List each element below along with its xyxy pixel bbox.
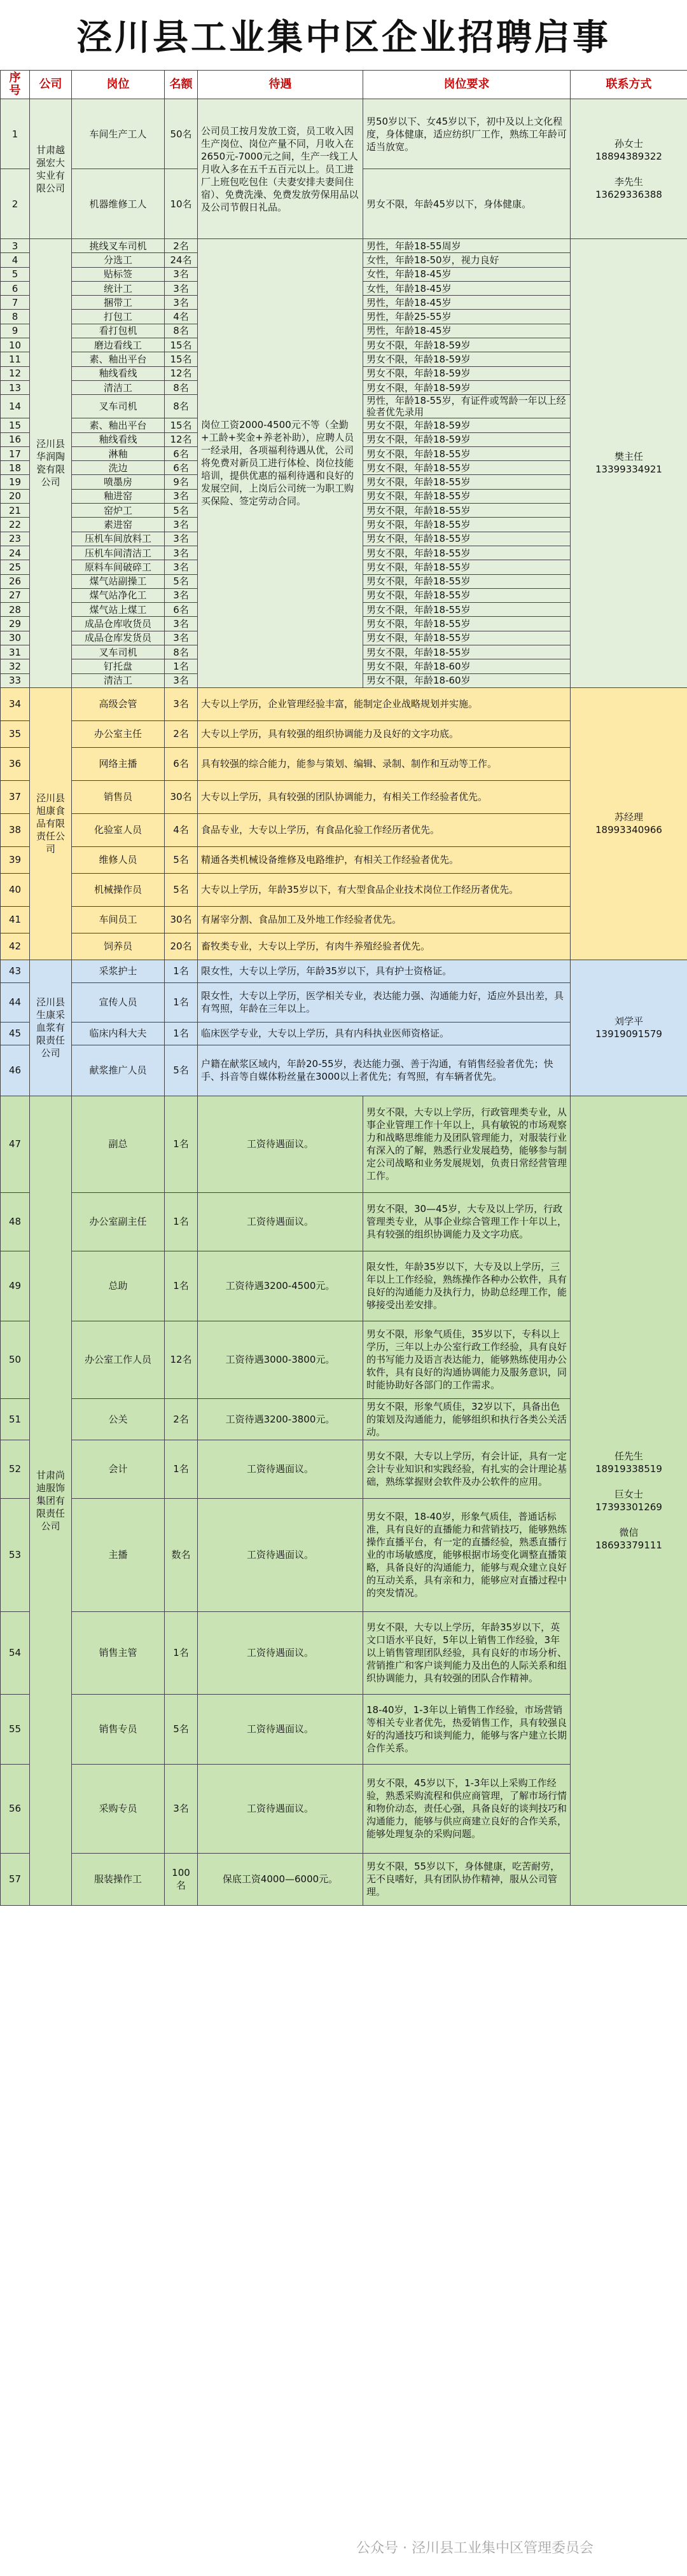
row-number: 17 — [1, 446, 30, 460]
job-requirements: 男女不限，年龄18-55岁 — [363, 631, 571, 645]
position-name: 销售员 — [72, 780, 165, 813]
salary-info: 工资待遇3000-3800元。 — [198, 1321, 363, 1398]
row-number: 47 — [1, 1096, 30, 1192]
job-requirements: 精通各类机械设备维修及电路维护，有相关工作经验者优先。 — [198, 846, 571, 873]
position-name: 主播 — [72, 1498, 165, 1611]
job-requirements: 男女不限，形象气质佳，32岁以下，具备出色的策划及沟通能力，能够组织和执行各类公关活动。 — [363, 1398, 571, 1440]
contact-info: 任先生 18919338519 巨女士 17393301269 微信 18693379111 — [571, 1096, 687, 1905]
job-requirements: 男女不限，45岁以下，1-3年以上采购工作经验，熟悉采购流程和供应商管理，了解市场行情和物价动态，责任心强，具备良好的谈判技巧和沟通能力，能够与供应商建立良好的合作关系，能够处理复杂的采购问题。 — [363, 1764, 571, 1853]
quota: 50名 — [165, 99, 198, 169]
quota: 3名 — [165, 687, 198, 720]
quota: 9名 — [165, 475, 198, 489]
job-requirements: 具有较强的综合能力，能参与策划、编辑、录制、制作和互动等工作。 — [198, 747, 571, 780]
job-requirements: 男女不限，年龄18-55岁 — [363, 446, 571, 460]
row-number: 51 — [1, 1398, 30, 1440]
job-requirements: 男性，年龄18-55周岁 — [363, 239, 571, 253]
quota: 3名 — [165, 296, 198, 310]
job-requirements: 男性，年龄18-55岁，有证件或驾龄一年以上经验者优先录用 — [363, 395, 571, 418]
job-requirements: 限女性，大专以上学历，医学相关专业，表达能力强、沟通能力好，适应外县出差，具有驾照，年龄在三年以上。 — [198, 982, 571, 1022]
row-number: 19 — [1, 475, 30, 489]
job-requirements: 18-40岁，1-3年以上销售工作经验，市场营销等相关专业者优先，热爱销售工作，具有较强良好的沟通技巧和谈判能力，能够与客户建立长期合作关系。 — [363, 1694, 571, 1764]
row-number: 3 — [1, 239, 30, 253]
row-number: 25 — [1, 560, 30, 574]
position-name: 钉托盘 — [72, 659, 165, 673]
job-requirements: 男女不限，年龄18-55岁 — [363, 504, 571, 518]
quota: 15名 — [165, 418, 198, 432]
quota: 12名 — [165, 432, 198, 446]
quota: 24名 — [165, 253, 198, 267]
quota: 5名 — [165, 504, 198, 518]
quota: 6名 — [165, 446, 198, 460]
position-name: 成品仓库发货员 — [72, 631, 165, 645]
position-name: 临床内科大夫 — [72, 1022, 165, 1045]
quota: 1名 — [165, 659, 198, 673]
job-requirements: 临床医学专业，大专以上学历，具有内科执业医师资格证。 — [198, 1022, 571, 1045]
row-number: 35 — [1, 720, 30, 747]
row-number: 16 — [1, 432, 30, 446]
job-requirements: 男女不限，年龄18-55岁 — [363, 532, 571, 546]
row-number: 43 — [1, 960, 30, 982]
position-name: 公关 — [72, 1398, 165, 1440]
quota: 3名 — [165, 631, 198, 645]
header-quota: 名额 — [165, 71, 198, 99]
position-name: 打包工 — [72, 310, 165, 324]
quota: 100名 — [165, 1853, 198, 1905]
quota: 30名 — [165, 780, 198, 813]
salary-info: 工资待遇面议。 — [198, 1440, 363, 1498]
quota: 1名 — [165, 1192, 198, 1251]
quota: 1名 — [165, 960, 198, 982]
row-number: 8 — [1, 310, 30, 324]
contact-info: 苏经理 18993340966 — [571, 687, 687, 960]
quota: 5名 — [165, 873, 198, 906]
table-row — [1, 239, 687, 253]
position-name: 总助 — [72, 1251, 165, 1321]
salary-info: 保底工资4000—6000元。 — [198, 1853, 363, 1905]
row-number: 38 — [1, 813, 30, 846]
company-name: 甘肃越强宏大实业有限公司 — [30, 99, 72, 239]
salary-info: 工资待遇面议。 — [198, 1192, 363, 1251]
row-number: 53 — [1, 1498, 30, 1611]
header-no: 序号 — [1, 71, 30, 99]
position-name: 饲养员 — [72, 933, 165, 960]
row-number: 56 — [1, 1764, 30, 1853]
row-number: 30 — [1, 631, 30, 645]
position-name: 统计工 — [72, 281, 165, 295]
row-number: 13 — [1, 380, 30, 394]
quota: 10名 — [165, 169, 198, 239]
position-name: 会计 — [72, 1440, 165, 1498]
job-requirements: 女性，年龄18-50岁，视力良好 — [363, 253, 571, 267]
row-number: 6 — [1, 281, 30, 295]
job-requirements: 男性，年龄18-45岁 — [363, 324, 571, 338]
quota: 3名 — [165, 532, 198, 546]
position-name: 素、釉出平台 — [72, 418, 165, 432]
job-requirements: 户籍在献浆区域内，年龄20-55岁，表达能力强、善于沟通，有销售经验者优先；快手、抖音等自媒体粉丝量在3000以上者优先；有驾照，有车辆者优先。 — [198, 1045, 571, 1096]
header-requirements: 岗位要求 — [363, 71, 571, 99]
row-number: 37 — [1, 780, 30, 813]
position-name: 销售主管 — [72, 1611, 165, 1694]
quota: 3名 — [165, 546, 198, 560]
position-name: 压机车间清洁工 — [72, 546, 165, 560]
quota: 1名 — [165, 1611, 198, 1694]
quota: 3名 — [165, 588, 198, 602]
job-requirements: 大专以上学历，具有较强的组织协调能力及良好的文字功底。 — [198, 720, 571, 747]
quota: 3名 — [165, 489, 198, 503]
position-name: 维修人员 — [72, 846, 165, 873]
position-name: 高级会管 — [72, 687, 165, 720]
row-number: 31 — [1, 645, 30, 659]
job-requirements: 男女不限，年龄18-59岁 — [363, 352, 571, 366]
quota: 5名 — [165, 846, 198, 873]
quota: 20名 — [165, 933, 198, 960]
salary-info: 工资待遇面议。 — [198, 1694, 363, 1764]
quota: 12名 — [165, 1321, 198, 1398]
job-requirements: 女性，年龄18-45岁 — [363, 281, 571, 295]
job-requirements: 男50岁以下、女45岁以下，初中及以上文化程度，身体健康，适应纺织厂工作，熟练工年龄可适当放宽。 — [363, 99, 571, 169]
row-number: 7 — [1, 296, 30, 310]
table-row — [1, 960, 687, 982]
row-number: 5 — [1, 267, 30, 281]
row-number: 48 — [1, 1192, 30, 1251]
quota: 2名 — [165, 1398, 198, 1440]
job-requirements: 男女不限，形象气质佳，35岁以下，专科以上学历，三年以上办公室行政工作经验，具有良好的书写能力及语言表达能力，能够熟练使用办公软件，具有良好的沟通协调能力及服务意识，同时能协助好各部门的工作需求。 — [363, 1321, 571, 1398]
row-number: 27 — [1, 588, 30, 602]
quota: 8名 — [165, 324, 198, 338]
job-requirements: 男女不限，大专以上学历，有会计证，具有一定会计专业知识和实践经验，有扎实的会计理论基础，熟练掌握财会软件及办公软件的应用。 — [363, 1440, 571, 1498]
job-requirements: 男女不限，年龄18-55岁 — [363, 603, 571, 617]
quota: 3名 — [165, 518, 198, 532]
position-name: 叉车司机 — [72, 395, 165, 418]
quota: 12名 — [165, 366, 198, 380]
row-number: 34 — [1, 687, 30, 720]
row-number: 33 — [1, 673, 30, 687]
quota: 1名 — [165, 1096, 198, 1192]
header-salary: 待遇 — [198, 71, 363, 99]
quota: 3名 — [165, 673, 198, 687]
job-requirements: 男女不限，大专以上学历，行政管理类专业，从事企业管理工作十年以上，具有敏锐的市场观察力和战略思维能力及团队管理能力，对服装行业有深入的了解，熟悉行业发展趋势，能够参与制定公司战略和业务发展规划，负责日常经营管理工作。 — [363, 1096, 571, 1192]
quota: 8名 — [165, 645, 198, 659]
table-row — [1, 1096, 687, 1192]
quota: 5名 — [165, 574, 198, 588]
quota: 4名 — [165, 310, 198, 324]
page-title: 泾川县工业集中区企业招聘启事 — [76, 17, 611, 59]
row-number: 45 — [1, 1022, 30, 1045]
row-number: 41 — [1, 906, 30, 933]
position-name: 网络主播 — [72, 747, 165, 780]
header-position: 岗位 — [72, 71, 165, 99]
position-name: 挑线叉车司机 — [72, 239, 165, 253]
row-number: 50 — [1, 1321, 30, 1398]
job-requirements: 男女不限，年龄18-59岁 — [363, 380, 571, 394]
quota: 5名 — [165, 1045, 198, 1096]
job-requirements: 男女不限，年龄18-55岁 — [363, 560, 571, 574]
job-requirements: 有屠宰分割、食品加工及外地工作经验者优先。 — [198, 906, 571, 933]
job-requirements: 男女不限，年龄18-55岁 — [363, 518, 571, 532]
job-requirements: 男女不限，年龄18-60岁 — [363, 673, 571, 687]
job-requirements: 男女不限，年龄18-55岁 — [363, 645, 571, 659]
job-requirements: 男性，年龄18-45岁 — [363, 296, 571, 310]
row-number: 15 — [1, 418, 30, 432]
header-contact: 联系方式 — [571, 71, 687, 99]
salary-info: 工资待遇面议。 — [198, 1096, 363, 1192]
quota: 6名 — [165, 461, 198, 475]
row-number: 28 — [1, 603, 30, 617]
job-requirements: 男女不限，年龄18-55岁 — [363, 546, 571, 560]
company-name: 泾川县华润陶瓷有限公司 — [30, 239, 72, 688]
position-name: 煤气站净化工 — [72, 588, 165, 602]
job-requirements: 男女不限，年龄18-59岁 — [363, 432, 571, 446]
position-name: 办公室工作人员 — [72, 1321, 165, 1398]
position-name: 压机车间放料工 — [72, 532, 165, 546]
job-requirements: 男女不限，年龄18-59岁 — [363, 366, 571, 380]
salary-info: 工资待遇3200-3800元。 — [198, 1398, 363, 1440]
job-requirements: 女性，年龄18-45岁 — [363, 267, 571, 281]
row-number: 10 — [1, 338, 30, 352]
position-name: 煤气站上煤工 — [72, 603, 165, 617]
job-requirements: 男女不限，30—45岁，大专及以上学历，行政管理类专业，从事企业综合管理工作十年以上，具有较强的组织协调能力及文字功底。 — [363, 1192, 571, 1251]
row-number: 14 — [1, 395, 30, 418]
position-name: 釉线看线 — [72, 432, 165, 446]
job-requirements: 男女不限，大专以上学历，年龄35岁以下，英文口语水平良好，5年以上销售工作经验，3年以上销售管理团队经验，具有良好的市场分析、营销推广和客户谈判能力及出色的人际关系和组织协调能力，具有较强的团队合作精神。 — [363, 1611, 571, 1694]
job-requirements: 男女不限，年龄18-55岁 — [363, 617, 571, 631]
company-name: 泾川县旭康食品有限责任公司 — [30, 687, 72, 960]
position-name: 采浆护士 — [72, 960, 165, 982]
quota: 3名 — [165, 560, 198, 574]
position-name: 喷墨房 — [72, 475, 165, 489]
position-name: 机器维修工人 — [72, 169, 165, 239]
row-number: 26 — [1, 574, 30, 588]
quota: 4名 — [165, 813, 198, 846]
contact-info: 孙女士 18894389322 李先生 13629336388 — [571, 99, 687, 239]
row-number: 42 — [1, 933, 30, 960]
job-requirements: 畜牧类专业，大专以上学历，有肉牛养殖经验者优先。 — [198, 933, 571, 960]
quota: 1名 — [165, 1251, 198, 1321]
position-name: 釉线看线 — [72, 366, 165, 380]
position-name: 车间员工 — [72, 906, 165, 933]
position-name: 原料车间破碎工 — [72, 560, 165, 574]
quota: 2名 — [165, 239, 198, 253]
job-requirements: 男女不限，年龄18-55岁 — [363, 489, 571, 503]
quota: 1名 — [165, 1022, 198, 1045]
job-requirements: 男女不限，年龄18-59岁 — [363, 418, 571, 432]
row-number: 12 — [1, 366, 30, 380]
quota: 8名 — [165, 395, 198, 418]
quota: 15名 — [165, 338, 198, 352]
company-name: 泾川县生康采血浆有限责任公司 — [30, 960, 72, 1096]
job-requirements: 男女不限，年龄18-59岁 — [363, 338, 571, 352]
quota: 8名 — [165, 380, 198, 394]
job-requirements: 男女不限，年龄18-60岁 — [363, 659, 571, 673]
position-name: 办公室副主任 — [72, 1192, 165, 1251]
position-name: 清洁工 — [72, 673, 165, 687]
salary-info: 工资待遇面议。 — [198, 1764, 363, 1853]
row-number: 44 — [1, 982, 30, 1022]
position-name: 窑炉工 — [72, 504, 165, 518]
row-number: 29 — [1, 617, 30, 631]
row-number: 23 — [1, 532, 30, 546]
position-name: 淋釉 — [72, 446, 165, 460]
position-name: 副总 — [72, 1096, 165, 1192]
position-name: 煤气站副操工 — [72, 574, 165, 588]
quota: 数名 — [165, 1498, 198, 1611]
job-requirements: 大专以上学历，年龄35岁以下，有大型食品企业技术岗位工作经历者优先。 — [198, 873, 571, 906]
contact-info: 樊主任 13399334921 — [571, 239, 687, 688]
position-name: 分选工 — [72, 253, 165, 267]
position-name: 素、釉出平台 — [72, 352, 165, 366]
quota: 6名 — [165, 603, 198, 617]
job-requirements: 男女不限，年龄45岁以下，身体健康。 — [363, 169, 571, 239]
position-name: 机械操作员 — [72, 873, 165, 906]
job-requirements: 男女不限，年龄18-55岁 — [363, 461, 571, 475]
position-name: 清洁工 — [72, 380, 165, 394]
row-number: 24 — [1, 546, 30, 560]
row-number: 22 — [1, 518, 30, 532]
position-name: 釉进窑 — [72, 489, 165, 503]
position-name: 洗边 — [72, 461, 165, 475]
salary-info: 工资待遇面议。 — [198, 1611, 363, 1694]
header-company: 公司 — [30, 71, 72, 99]
quota: 6名 — [165, 747, 198, 780]
row-number: 9 — [1, 324, 30, 338]
position-name: 叉车司机 — [72, 645, 165, 659]
position-name: 车间生产工人 — [72, 99, 165, 169]
quota: 1名 — [165, 1440, 198, 1498]
quota: 3名 — [165, 267, 198, 281]
quota: 15名 — [165, 352, 198, 366]
position-name: 服装操作工 — [72, 1853, 165, 1905]
row-number: 2 — [1, 169, 30, 239]
job-requirements: 男女不限，年龄18-55岁 — [363, 588, 571, 602]
row-number: 40 — [1, 873, 30, 906]
position-name: 采购专员 — [72, 1764, 165, 1853]
contact-info: 刘学平 13919091579 — [571, 960, 687, 1096]
row-number: 52 — [1, 1440, 30, 1498]
table-row — [1, 99, 687, 169]
quota: 5名 — [165, 1694, 198, 1764]
quota: 3名 — [165, 281, 198, 295]
row-number: 1 — [1, 99, 30, 169]
row-number: 49 — [1, 1251, 30, 1321]
salary-info: 工资待遇3200-4500元。 — [198, 1251, 363, 1321]
row-number: 21 — [1, 504, 30, 518]
watermark: 公众号 · 泾川县工业集中区管理委员会 — [356, 2540, 593, 2556]
position-name: 看打包机 — [72, 324, 165, 338]
job-requirements: 食品专业，大专以上学历，有食品化验工作经历者优先。 — [198, 813, 571, 846]
row-number: 32 — [1, 659, 30, 673]
job-requirements: 男女不限，年龄18-55岁 — [363, 574, 571, 588]
job-requirements: 限女性，大专以上学历，年龄35岁以下，具有护士资格证。 — [198, 960, 571, 982]
row-number: 39 — [1, 846, 30, 873]
row-number: 55 — [1, 1694, 30, 1764]
recruitment-table — [0, 70, 687, 1906]
salary-info: 岗位工资2000-4500元不等（全勤+工龄+奖金+养老补助），应聘人员一经录用，各项福利待遇从优，公司将免费对新员工进行体检、岗位技能培训，提供优惠的福利待遇和良好的发展空间，上岗后公司统一为职工购买保险、签定劳动合同。 — [198, 239, 363, 688]
position-name: 办公室主任 — [72, 720, 165, 747]
quota: 2名 — [165, 720, 198, 747]
salary-info: 工资待遇面议。 — [198, 1498, 363, 1611]
quota: 1名 — [165, 982, 198, 1022]
row-number: 46 — [1, 1045, 30, 1096]
row-number: 11 — [1, 352, 30, 366]
position-name: 捆带工 — [72, 296, 165, 310]
position-name: 化验室人员 — [72, 813, 165, 846]
quota: 3名 — [165, 1764, 198, 1853]
job-requirements: 大专以上学历，企业管理经验丰富，能制定企业战略规划并实施。 — [198, 687, 571, 720]
row-number: 4 — [1, 253, 30, 267]
table-row — [1, 687, 687, 720]
position-name: 磨边看线工 — [72, 338, 165, 352]
job-requirements: 男女不限，55岁以下，身体健康，吃苦耐劳，无不良嗜好，具有团队协作精神，服从公司管理。 — [363, 1853, 571, 1905]
job-requirements: 男女不限，年龄18-55岁 — [363, 475, 571, 489]
job-requirements: 大专以上学历，具有较强的团队协调能力，有相关工作经验者优先。 — [198, 780, 571, 813]
position-name: 销售专员 — [72, 1694, 165, 1764]
job-requirements: 男女不限，18-40岁，形象气质佳，普通话标准，具有良好的直播能力和营销技巧，能够熟练操作直播平台，有一定的直播经验，熟悉直播行业的市场敏感度，能够根据市场变化调整直播策略，具备良好的沟通能力，能够与观众建立良好的互动关系，具有亲和力，能够应对直播过程中的突发情况。 — [363, 1498, 571, 1611]
row-number: 20 — [1, 489, 30, 503]
company-name: 甘肃尚迪服饰集团有限责任公司 — [30, 1096, 72, 1905]
row-number: 54 — [1, 1611, 30, 1694]
quota: 3名 — [165, 617, 198, 631]
job-requirements: 男性，年龄25-55岁 — [363, 310, 571, 324]
job-requirements: 限女性，年龄35岁以下，大专及以上学历，三年以上工作经验，熟练操作各种办公软件，具有良好的沟通能力及执行力，协助总经理工作，能够接受出差安排。 — [363, 1251, 571, 1321]
salary-info: 公司员工按月发放工资，员工收入因生产岗位、岗位产量不同，月收入在2650元-7000元之间，生产一线工人月收入多在五千五百元以上。员工进厂上班包吃包住（夫妻安排夫妻间住宿）、免费洗澡、免费发放劳保用品以及公司节假日礼品。 — [198, 99, 363, 239]
position-name: 献浆推广人员 — [72, 1045, 165, 1096]
table-header-row — [1, 71, 687, 99]
quota: 30名 — [165, 906, 198, 933]
row-number: 18 — [1, 461, 30, 475]
position-name: 宣传人员 — [72, 982, 165, 1022]
row-number: 57 — [1, 1853, 30, 1905]
position-name: 成品仓库收货员 — [72, 617, 165, 631]
position-name: 贴标签 — [72, 267, 165, 281]
position-name: 素进窑 — [72, 518, 165, 532]
row-number: 36 — [1, 747, 30, 780]
